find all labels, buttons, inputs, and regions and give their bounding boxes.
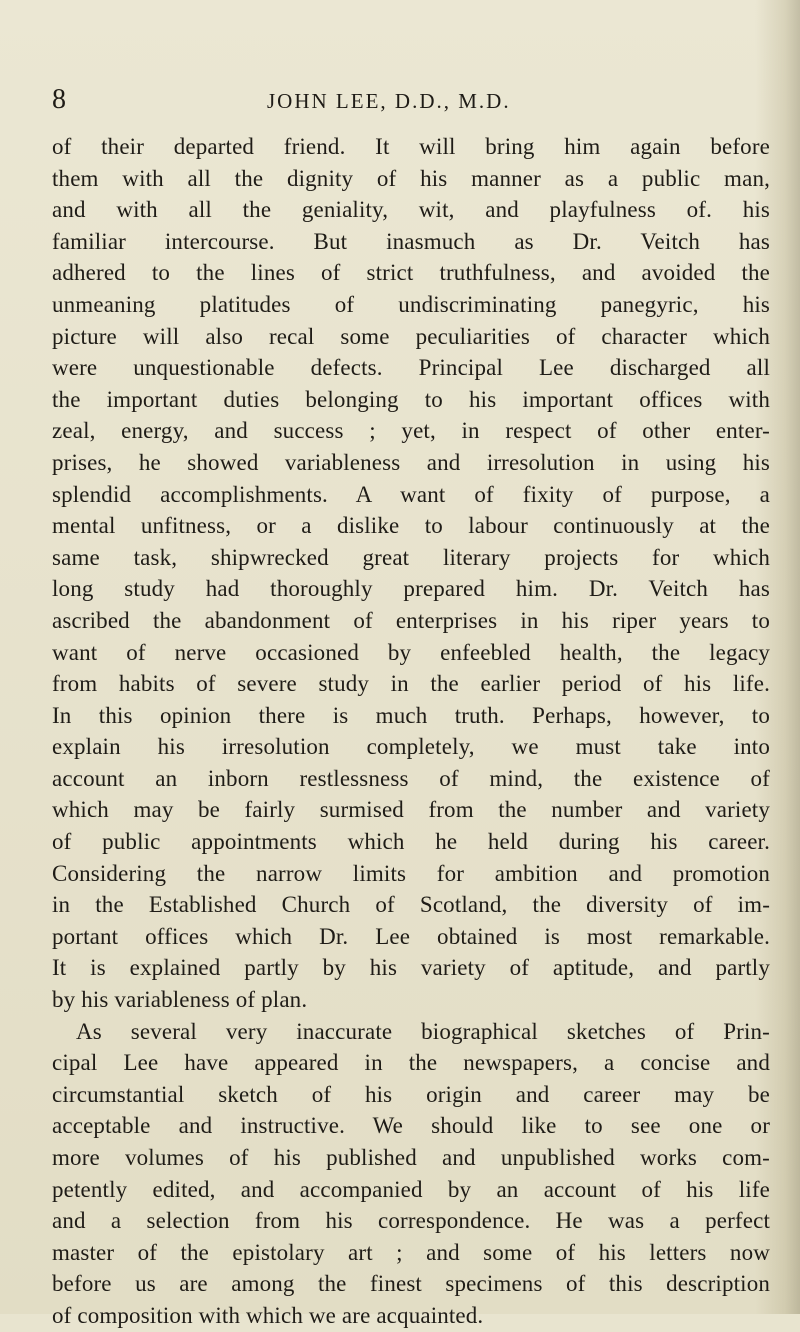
text-line: of their departed friend. It will bring him again before xyxy=(52,134,770,159)
text-line: of composition with which we are acquainted. xyxy=(52,1302,484,1328)
text-line: the important duties belonging to his important offices with xyxy=(52,386,770,412)
running-head: JOHN LEE, D.D., M.D. xyxy=(267,89,511,113)
text-line: want of nerve occasioned by enfeebled health, the legacy xyxy=(52,639,770,665)
text-line: zeal, energy, and success ; yet, in respect of other enter- xyxy=(52,418,770,444)
text-line: master of the epistolary art ; and some of his letters now xyxy=(52,1239,770,1265)
text-line: ascribed the abandonment of enterprises in his riper years to xyxy=(52,607,770,633)
text-line: which may be fairly surmised from the number and variety xyxy=(52,797,770,823)
text-line: As several very inaccurate biographical sketches of Prin- xyxy=(76,1018,770,1044)
text-line: account an inborn restlessness of mind, the existence of xyxy=(52,765,770,791)
text-line: explain his irresolution completely, we must take into xyxy=(52,734,770,760)
text-line: and a selection from his correspondence. He was a perfect xyxy=(52,1208,770,1234)
text-line: circumstantial sketch of his origin and career may be xyxy=(52,1081,770,1107)
text-line: were unquestionable defects. Principal Lee discharged all xyxy=(52,355,770,381)
text-line: splendid accomplishments. A want of fixity of purpose, a xyxy=(52,481,770,507)
text-line: and with all the geniality, wit, and playfulness of. his xyxy=(52,197,770,223)
text-line: unmeaning platitudes of undiscriminating panegyric, his xyxy=(52,291,770,317)
text-line: before us are among the finest specimens of this description xyxy=(52,1271,770,1297)
text-line: portant offices which Dr. Lee obtained is most remarkable. xyxy=(52,923,770,949)
text-line: It is explained partly by his variety of aptitude, and partly xyxy=(52,955,770,981)
text-line: In this opinion there is much truth. Perhaps, however, to xyxy=(52,702,770,728)
text-line: from habits of severe study in the earlier period of his life. xyxy=(52,671,770,697)
text-line: acceptable and instructive. We should like to see one or xyxy=(52,1113,770,1139)
text-line: more volumes of his published and unpublished works com- xyxy=(52,1145,770,1170)
text-line: petently edited, and accompanied by an account of his life xyxy=(52,1176,770,1202)
page-header xyxy=(52,84,752,116)
text-line: Considering the narrow limits for ambition and promotion xyxy=(52,860,770,886)
text-line: picture will also recal some peculiarities of character which xyxy=(52,323,770,349)
text-line: same task, shipwrecked great literary projects for which xyxy=(52,544,770,570)
text-line: prises, he showed variableness and irresolution in using his xyxy=(52,449,770,475)
text-line: familiar intercourse. But inasmuch as Dr. Veitch has xyxy=(52,228,770,254)
body-text xyxy=(52,131,770,1332)
text-line: of public appointments which he held during his career. xyxy=(52,829,770,855)
text-line: in the Established Church of Scotland, the diversity of im- xyxy=(52,892,770,918)
text-line: them with all the dignity of his manner as a public man, xyxy=(52,165,770,191)
text-line: adhered to the lines of strict truthfulness, and avoided the xyxy=(52,260,770,286)
text-line: by his variableness of plan. xyxy=(52,987,308,1013)
page-number: 8 xyxy=(52,84,66,115)
text-line: cipal Lee have appeared in the newspapers, a concise and xyxy=(52,1050,770,1076)
text-line: mental unfitness, or a dislike to labour continuously at the xyxy=(52,513,770,539)
text-line: long study had thoroughly prepared him. Dr. Veitch has xyxy=(52,576,770,602)
